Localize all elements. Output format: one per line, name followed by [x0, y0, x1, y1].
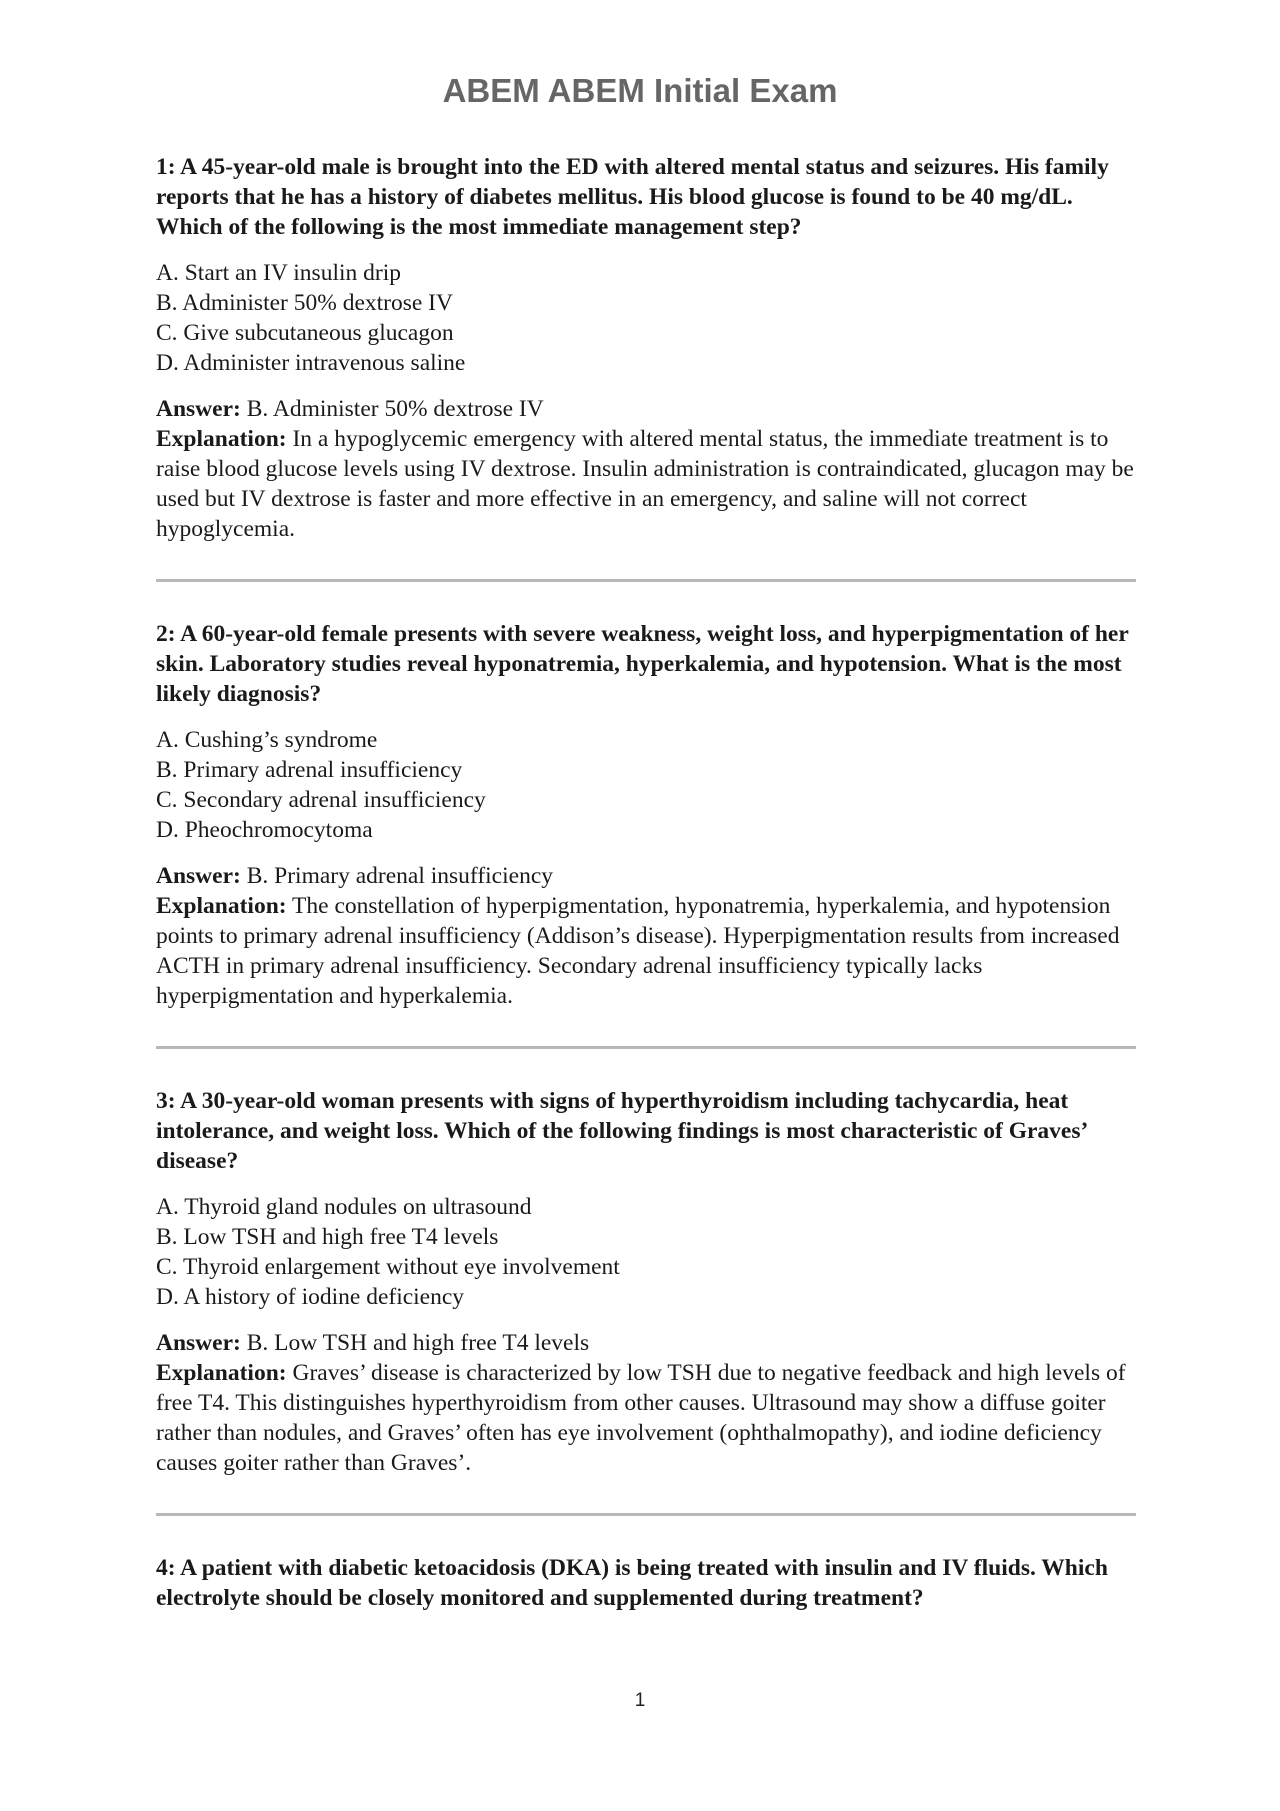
explanation-label: Explanation: [156, 426, 287, 452]
question-stem: 4: A patient with diabetic ketoacidosis (DKA) is being treated with insulin and IV fluids. Which electrolyte should be closely monitored and supplemented during treatment? [156, 1555, 1108, 1611]
option-b: B. Low TSH and high free T4 levels [156, 1224, 499, 1250]
option-c: C. Thyroid enlargement without eye involvement [156, 1254, 620, 1280]
option-d: D. Pheochromocytoma [156, 817, 373, 843]
answer-text: B. Primary adrenal insufficiency [246, 863, 553, 889]
answer-line [156, 861, 1136, 891]
answer-options [156, 1192, 1136, 1312]
question-stem: 2: A 60-year-old female presents with severe weakness, weight loss, and hyperpigmentation of her skin. Laboratory studies reveal hyponatremia, hyperkalemia, and hypotension. What is the most likely diagnosis? [156, 621, 1129, 707]
page-number: 1 [634, 1690, 646, 1711]
answer-block [156, 394, 1136, 544]
answer-label: Answer: [156, 396, 241, 422]
question-stem: 3: A 30-year-old woman presents with signs of hyperthyroidism including tachycardia, heat intolerance, and weight loss. Which of the following findings is most characteristic of Graves’ disease? [156, 1088, 1087, 1174]
page-title: ABEM ABEM Initial Exam [442, 72, 838, 109]
answer-block [156, 861, 1136, 1011]
answer-line [156, 1328, 1136, 1358]
explanation-text: In a hypoglycemic emergency with altered mental status, the immediate treatment is to raise blood glucose levels using IV dextrose. Insulin administration is contraindicated, glucagon may be used but IV dextrose is faster and more effective in an emergency, and saline will not correct hypoglycemia. [156, 426, 1134, 542]
answer-options [156, 258, 1136, 378]
question-2 [156, 619, 1136, 1011]
question-4 [156, 1553, 1136, 1613]
explanation-text: The constellation of hyperpigmentation, hyponatremia, hyperkalemia, and hypotension points to primary adrenal insufficiency (Addison’s disease). Hyperpigmentation results from increased ACTH in primary adrenal insufficiency. Secondary adrenal insufficiency typically lacks hyperpigmentation and hyperkalemia. [156, 893, 1120, 1009]
option-a: A. Start an IV insulin drip [156, 260, 401, 286]
option-d: D. Administer intravenous saline [156, 350, 466, 376]
option-c: C. Give subcutaneous glucagon [156, 320, 454, 346]
option-b: B. Primary adrenal insufficiency [156, 757, 463, 783]
explanation-label: Explanation: [156, 893, 287, 919]
answer-text: B. Low TSH and high free T4 levels [246, 1330, 590, 1356]
question-stem: 1: A 45-year-old male is brought into the ED with altered mental status and seizures. His family reports that he has a history of diabetes mellitus. His blood glucose is found to be 40 mg/dL. Which of the following is the most immediate management step? [156, 154, 1109, 240]
answer-block [156, 1328, 1136, 1478]
question-divider [156, 579, 1136, 582]
question-divider [156, 1513, 1136, 1516]
question-list [156, 152, 1136, 1613]
answer-label: Answer: [156, 863, 241, 889]
explanation-line [156, 891, 1136, 1011]
question-divider [156, 1046, 1136, 1049]
explanation-text: Graves’ disease is characterized by low TSH due to negative feedback and high levels of free T4. This distinguishes hyperthyroidism from other causes. Ultrasound may show a diffuse goiter rather than nodules, and Graves’ often has eye involvement (ophthalmopathy), and iodine deficiency causes goiter rather than Graves’. [156, 1360, 1126, 1476]
option-b: B. Administer 50% dextrose IV [156, 290, 453, 316]
option-d: D. A history of iodine deficiency [156, 1284, 465, 1310]
explanation-label: Explanation: [156, 1360, 287, 1386]
explanation-line [156, 424, 1136, 544]
question-3 [156, 1086, 1136, 1478]
answer-label: Answer: [156, 1330, 241, 1356]
question-1 [156, 152, 1136, 544]
explanation-line [156, 1358, 1136, 1478]
option-c: C. Secondary adrenal insufficiency [156, 787, 486, 813]
option-a: A. Thyroid gland nodules on ultrasound [156, 1194, 532, 1220]
answer-options [156, 725, 1136, 845]
option-a: A. Cushing’s syndrome [156, 727, 378, 753]
answer-line [156, 394, 1136, 424]
answer-text: B. Administer 50% dextrose IV [246, 396, 544, 422]
